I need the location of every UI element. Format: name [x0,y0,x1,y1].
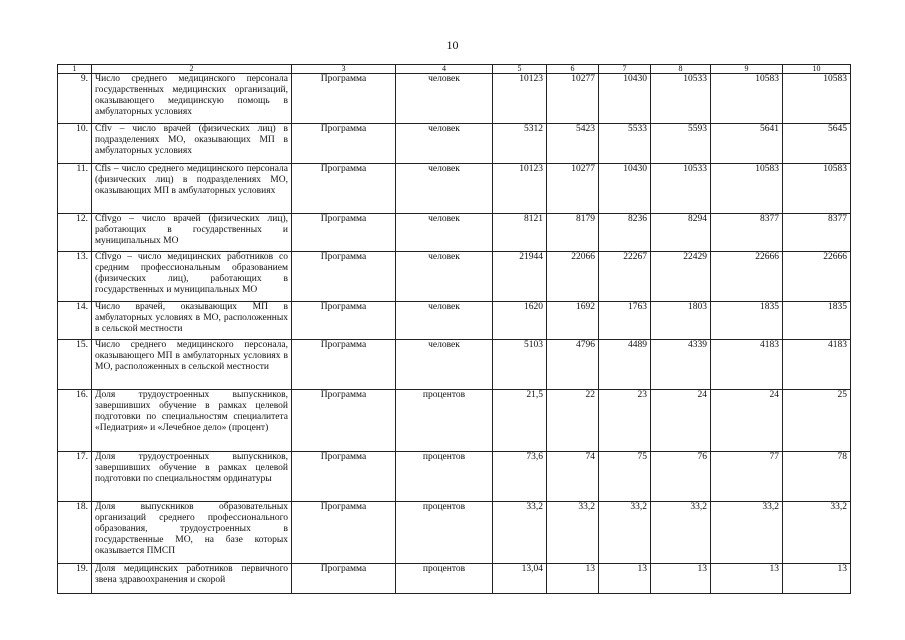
indicator-name: Доля выпускников образовательных организаций среднего профессионального образования, трудоустроенных в государственные МО, на базе которых оказывается ПМСП [92,502,292,564]
value-cell: 22 [547,390,599,452]
column-number: 4 [396,65,493,74]
value-cell: 21944 [493,252,547,302]
value-cell: 13 [547,564,599,594]
row-number: 14. [58,302,92,340]
value-cell: 10277 [547,164,599,214]
table-row [58,302,851,340]
table-row [58,252,851,302]
column-number: 1 [58,65,92,74]
unit-cell: процентов [396,564,493,594]
column-number: 2 [92,65,292,74]
source-cell: Программа [292,502,396,564]
column-number: 5 [493,65,547,74]
row-number: 15. [58,340,92,390]
value-cell: 33,2 [493,502,547,564]
value-cell: 10583 [711,74,783,124]
indicator-name: Число среднего медицинского персонала, оказывающего МП в амбулаторных условиях в МО, расположенных в сельской местности [92,340,292,390]
row-number: 11. [58,164,92,214]
value-cell: 1763 [599,302,651,340]
row-number: 13. [58,252,92,302]
value-cell: 1620 [493,302,547,340]
value-cell: 4796 [547,340,599,390]
unit-cell: процентов [396,390,493,452]
value-cell: 13,04 [493,564,547,594]
unit-cell: человек [396,302,493,340]
source-cell: Программа [292,214,396,252]
source-cell: Программа [292,340,396,390]
indicator-name: Доля трудоустроенных выпускников, завершивших обучение в рамках целевой подготовки по специальностям ординатуры [92,452,292,502]
value-cell: 4183 [711,340,783,390]
source-cell: Программа [292,302,396,340]
value-cell: 10430 [599,74,651,124]
value-cell: 8377 [783,214,851,252]
value-cell: 10533 [651,164,711,214]
value-cell: 22666 [711,252,783,302]
unit-cell: человек [396,74,493,124]
column-number: 6 [547,65,599,74]
unit-cell: человек [396,340,493,390]
table-row [58,452,851,502]
unit-cell: человек [396,164,493,214]
row-number: 10. [58,124,92,164]
value-cell: 5312 [493,124,547,164]
value-cell: 22066 [547,252,599,302]
table-row [58,74,851,124]
row-number: 18. [58,502,92,564]
source-cell: Программа [292,124,396,164]
value-cell: 24 [651,390,711,452]
value-cell: 8294 [651,214,711,252]
value-cell: 10430 [599,164,651,214]
indicators-table [57,64,851,594]
page-number: 10 [446,38,459,52]
unit-cell: процентов [396,502,493,564]
row-number: 19. [58,564,92,594]
indicator-name: Cflv – число врачей (физических лиц) в подразделениях МО, оказывающих МП в амбулаторных условиях [92,124,292,164]
value-cell: 23 [599,390,651,452]
unit-cell: человек [396,214,493,252]
value-cell: 33,2 [599,502,651,564]
indicator-name: Доля медицинских работников первичного звена здравоохранения и скорой [92,564,292,594]
column-number: 7 [599,65,651,74]
value-cell: 5645 [783,124,851,164]
row-number: 12. [58,214,92,252]
value-cell: 10583 [783,74,851,124]
value-cell: 13 [599,564,651,594]
value-cell: 77 [711,452,783,502]
value-cell: 22267 [599,252,651,302]
value-cell: 4183 [783,340,851,390]
indicator-name: Число врачей, оказывающих МП в амбулаторных условиях в МО, расположенных в сельской местности [92,302,292,340]
value-cell: 1835 [783,302,851,340]
indicator-name: Cflvgo – число врачей (физических лиц), работающих в государственных и муниципальных МО [92,214,292,252]
value-cell: 33,2 [783,502,851,564]
value-cell: 22666 [783,252,851,302]
value-cell: 5103 [493,340,547,390]
source-cell: Программа [292,164,396,214]
column-number: 3 [292,65,396,74]
unit-cell: процентов [396,452,493,502]
source-cell: Программа [292,564,396,594]
value-cell: 5423 [547,124,599,164]
table-row [58,502,851,564]
column-number-row [58,65,851,74]
value-cell: 13 [651,564,711,594]
value-cell: 33,2 [651,502,711,564]
value-cell: 10583 [783,164,851,214]
indicator-name: Число среднего медицинского персонала государственных медицинских организаций, оказывающего медицинскую помощь в амбулаторных условиях [92,74,292,124]
unit-cell: человек [396,124,493,164]
indicator-name: Cflvgo – число медицинских работников со средним профессиональным образованием (физических лиц), работающих в государственных и муниципальных МО [92,252,292,302]
value-cell: 1835 [711,302,783,340]
source-cell: Программа [292,452,396,502]
value-cell: 75 [599,452,651,502]
source-cell: Программа [292,390,396,452]
value-cell: 8179 [547,214,599,252]
indicator-name: Доля трудоустроенных выпускников, завершивших обучение в рамках целевой подготовки по специальностям специалитета «Педиатрия» и «Лечебное дело» (процент) [92,390,292,452]
value-cell: 10533 [651,74,711,124]
row-number: 16. [58,390,92,452]
table-row [58,124,851,164]
table-row [58,214,851,252]
value-cell: 13 [783,564,851,594]
value-cell: 24 [711,390,783,452]
value-cell: 4489 [599,340,651,390]
table-row [58,390,851,452]
value-cell: 33,2 [547,502,599,564]
row-number: 9. [58,74,92,124]
value-cell: 74 [547,452,599,502]
value-cell: 78 [783,452,851,502]
indicator-name: Cfls – число среднего медицинского персонала (физических лиц) в подразделениях МО, оказывающих МП в амбулаторных условиях [92,164,292,214]
value-cell: 1803 [651,302,711,340]
value-cell: 5593 [651,124,711,164]
value-cell: 76 [651,452,711,502]
value-cell: 13 [711,564,783,594]
row-number: 17. [58,452,92,502]
value-cell: 4339 [651,340,711,390]
column-number: 9 [711,65,783,74]
value-cell: 8121 [493,214,547,252]
value-cell: 10123 [493,74,547,124]
value-cell: 10583 [711,164,783,214]
value-cell: 10277 [547,74,599,124]
column-number: 8 [651,65,711,74]
value-cell: 33,2 [711,502,783,564]
unit-cell: человек [396,252,493,302]
table-row [58,164,851,214]
column-number: 10 [783,65,851,74]
value-cell: 10123 [493,164,547,214]
value-cell: 5641 [711,124,783,164]
table-row [58,340,851,390]
value-cell: 1692 [547,302,599,340]
value-cell: 8377 [711,214,783,252]
value-cell: 8236 [599,214,651,252]
value-cell: 22429 [651,252,711,302]
value-cell: 5533 [599,124,651,164]
table-row [58,564,851,594]
value-cell: 21,5 [493,390,547,452]
source-cell: Программа [292,74,396,124]
source-cell: Программа [292,252,396,302]
value-cell: 73,6 [493,452,547,502]
value-cell: 25 [783,390,851,452]
